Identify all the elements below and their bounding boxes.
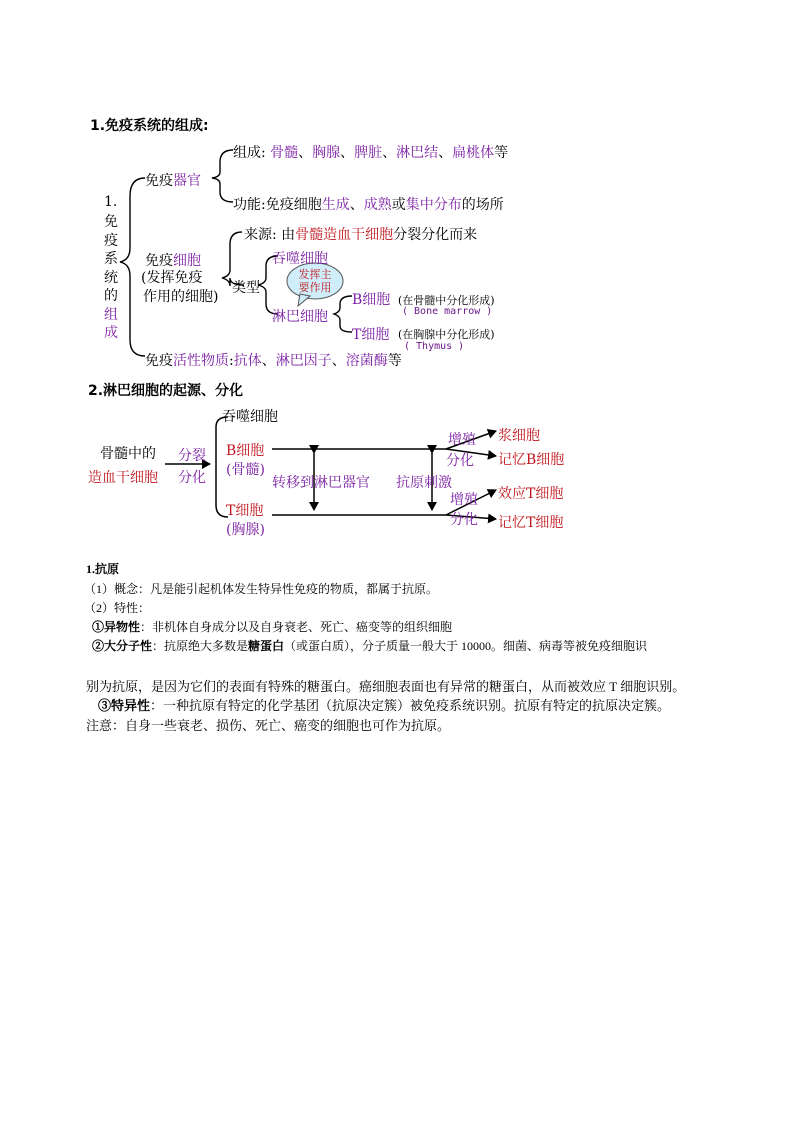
organ-item: 扁桃体 [452, 145, 495, 161]
sep: 、 [331, 353, 346, 369]
t-cell-english: ( Thymus ) [404, 341, 465, 352]
bubble-text: 发挥主要作用 [298, 268, 332, 294]
function-a: 生成 [321, 197, 350, 213]
prop2-text-b: （或蛋白质），分子质量一般大于 10000。细菌、病毒等被免疫细胞识 [284, 639, 648, 653]
t-cell-note: (在胸腺中分化形成) [398, 328, 495, 341]
sep: 、 [382, 145, 397, 161]
antigen-label: 抗原刺激 [396, 475, 452, 491]
memory-b-cell: 记忆B细胞 [498, 452, 565, 468]
effector-t-cell: 效应T细胞 [498, 486, 564, 502]
root-char: 成 [104, 325, 118, 341]
organs-label [145, 170, 201, 190]
sep: 、 [261, 353, 276, 369]
organs-brace [212, 150, 233, 202]
active-suffix: 等 [387, 353, 402, 369]
root-char: 的 [104, 288, 118, 304]
function-b: 成熟 [363, 197, 392, 213]
memory-t-cell: 记忆T细胞 [498, 515, 564, 531]
b-cell-label: B细胞 [352, 292, 391, 308]
section1-heading: 1.免疫系统的组成: [90, 118, 209, 134]
diff-label-2: 分化 [450, 512, 478, 528]
type-label: 类型 [232, 280, 260, 296]
organs-composition [233, 142, 508, 162]
lineage-t-place: (胸腺) [226, 522, 265, 538]
cells-sub2: 作用的细胞) [143, 289, 219, 305]
organ-item: 骨髓 [270, 145, 299, 161]
origin-line2: 造血干细胞 [88, 470, 158, 486]
composition-suffix: 等 [494, 145, 509, 161]
lineage-b-cell: B细胞 [226, 443, 265, 459]
prop2-bold: 糖蛋白 [248, 639, 285, 653]
active-item: 溶菌酶 [345, 353, 388, 369]
lineage-t-cell: T细胞 [226, 503, 264, 519]
prolif-label-2: 增殖 [450, 492, 478, 508]
cells-sub1: (发挥免疫 [141, 270, 203, 286]
source-highlight: 骨髓造血干细胞 [295, 227, 394, 243]
function-pre: 免疫细胞 [265, 197, 322, 213]
prolif-label-1: 增殖 [448, 432, 476, 448]
cells-label-a: 免疫 [145, 253, 173, 269]
organ-item: 胸腺 [312, 145, 341, 161]
antigen-props-label: （2）特性： [84, 601, 151, 615]
organ-item: 脾脏 [354, 145, 383, 161]
section2-heading: 2.淋巴细胞的起源、分化 [88, 383, 244, 399]
active-label-b: 活性物质 [173, 353, 229, 369]
b-cell-english: ( Bone marrow ) [402, 306, 493, 317]
lymphocyte-label: 淋巴细胞 [272, 309, 328, 325]
divide-label: 分裂 [178, 448, 206, 464]
lineage-b-place: (骨髓) [226, 462, 265, 478]
source-label: 来源: [244, 227, 277, 243]
diff-label-1: 分化 [446, 453, 474, 469]
function-post: 的场所 [461, 197, 504, 213]
composition-label: 组成: [233, 145, 266, 161]
origin-line1: 骨髓中的 [100, 446, 156, 462]
root-label [102, 213, 120, 343]
t-cell-label: T细胞 [352, 327, 390, 343]
plasma-cell: 浆细胞 [498, 428, 540, 444]
sep: 、 [298, 145, 313, 161]
root-char: 系 [104, 251, 118, 267]
organ-item: 淋巴结 [396, 145, 439, 161]
function-c: 集中分布 [405, 197, 462, 213]
phagocyte-label: 吞噬细胞 [272, 251, 328, 267]
prop1-label: ①异物性 [92, 620, 141, 634]
sep: 、 [340, 145, 355, 161]
root-char: 疫 [104, 232, 118, 249]
prop2-label: ②大分子性 [92, 639, 153, 653]
prop3-label: ③特异性 [98, 698, 151, 713]
transfer-label: 转移到淋巴器官 [272, 475, 370, 491]
b-cell-note: (在骨髓中分化形成) [398, 294, 495, 307]
source-pre: 由 [281, 227, 296, 243]
prop3-text: ：一种抗原有特定的化学基团（抗原决定簇）被免疫系统识别。抗原有特定的抗原决定簇。 [150, 698, 671, 713]
cells-label-b: 细胞 [173, 253, 201, 269]
antigen-prop-3 [98, 695, 670, 714]
antigen-title: 1.抗原 [86, 562, 120, 576]
antigen-prop-2 [92, 637, 647, 654]
root-char: 组 [104, 306, 118, 323]
organs-label-b: 器官 [173, 173, 201, 189]
sep: 、 [349, 197, 364, 213]
lineage-phagocyte: 吞噬细胞 [222, 409, 278, 425]
root-number: 1. [104, 194, 118, 210]
organs-function [233, 194, 504, 214]
lymph-brace [334, 296, 352, 332]
active-item: 抗体 [233, 353, 262, 369]
function-label: 功能: [233, 197, 266, 213]
active-colon: : [229, 353, 234, 369]
active-item: 淋巴因子 [275, 353, 332, 369]
antigen-prop-2-cont: 别为抗原，是因为它们的表面有特殊的糖蛋白。癌细胞表面也有异常的糖蛋白，从而被效应 T 细胞识别。 [86, 679, 686, 694]
prop2-text-a: ：抗原绝大多数是 [152, 639, 249, 653]
organs-label-a: 免疫 [145, 173, 173, 189]
prop1-text: ：非机体自身成分以及自身衰老、死亡、癌变等的组织细胞 [140, 620, 453, 634]
active-label-a: 免疫 [145, 353, 173, 369]
antigen-concept: （1）概念：凡是能引起机体发生特异性免疫的物质，都属于抗原。 [84, 582, 439, 596]
root-char: 免 [104, 214, 118, 230]
root-char: 统 [104, 269, 118, 286]
antigen-note: 注意：自身一些衰老、损伤、死亡、癌变的细胞也可作为抗原。 [86, 718, 451, 733]
source-post: 分裂分化而来 [393, 227, 478, 243]
active-substances [145, 350, 402, 370]
antigen-prop-1 [92, 618, 452, 635]
function-or: 或 [391, 197, 406, 213]
sep: 、 [438, 145, 453, 161]
cells-source [244, 224, 477, 244]
differentiate-label: 分化 [178, 470, 206, 486]
